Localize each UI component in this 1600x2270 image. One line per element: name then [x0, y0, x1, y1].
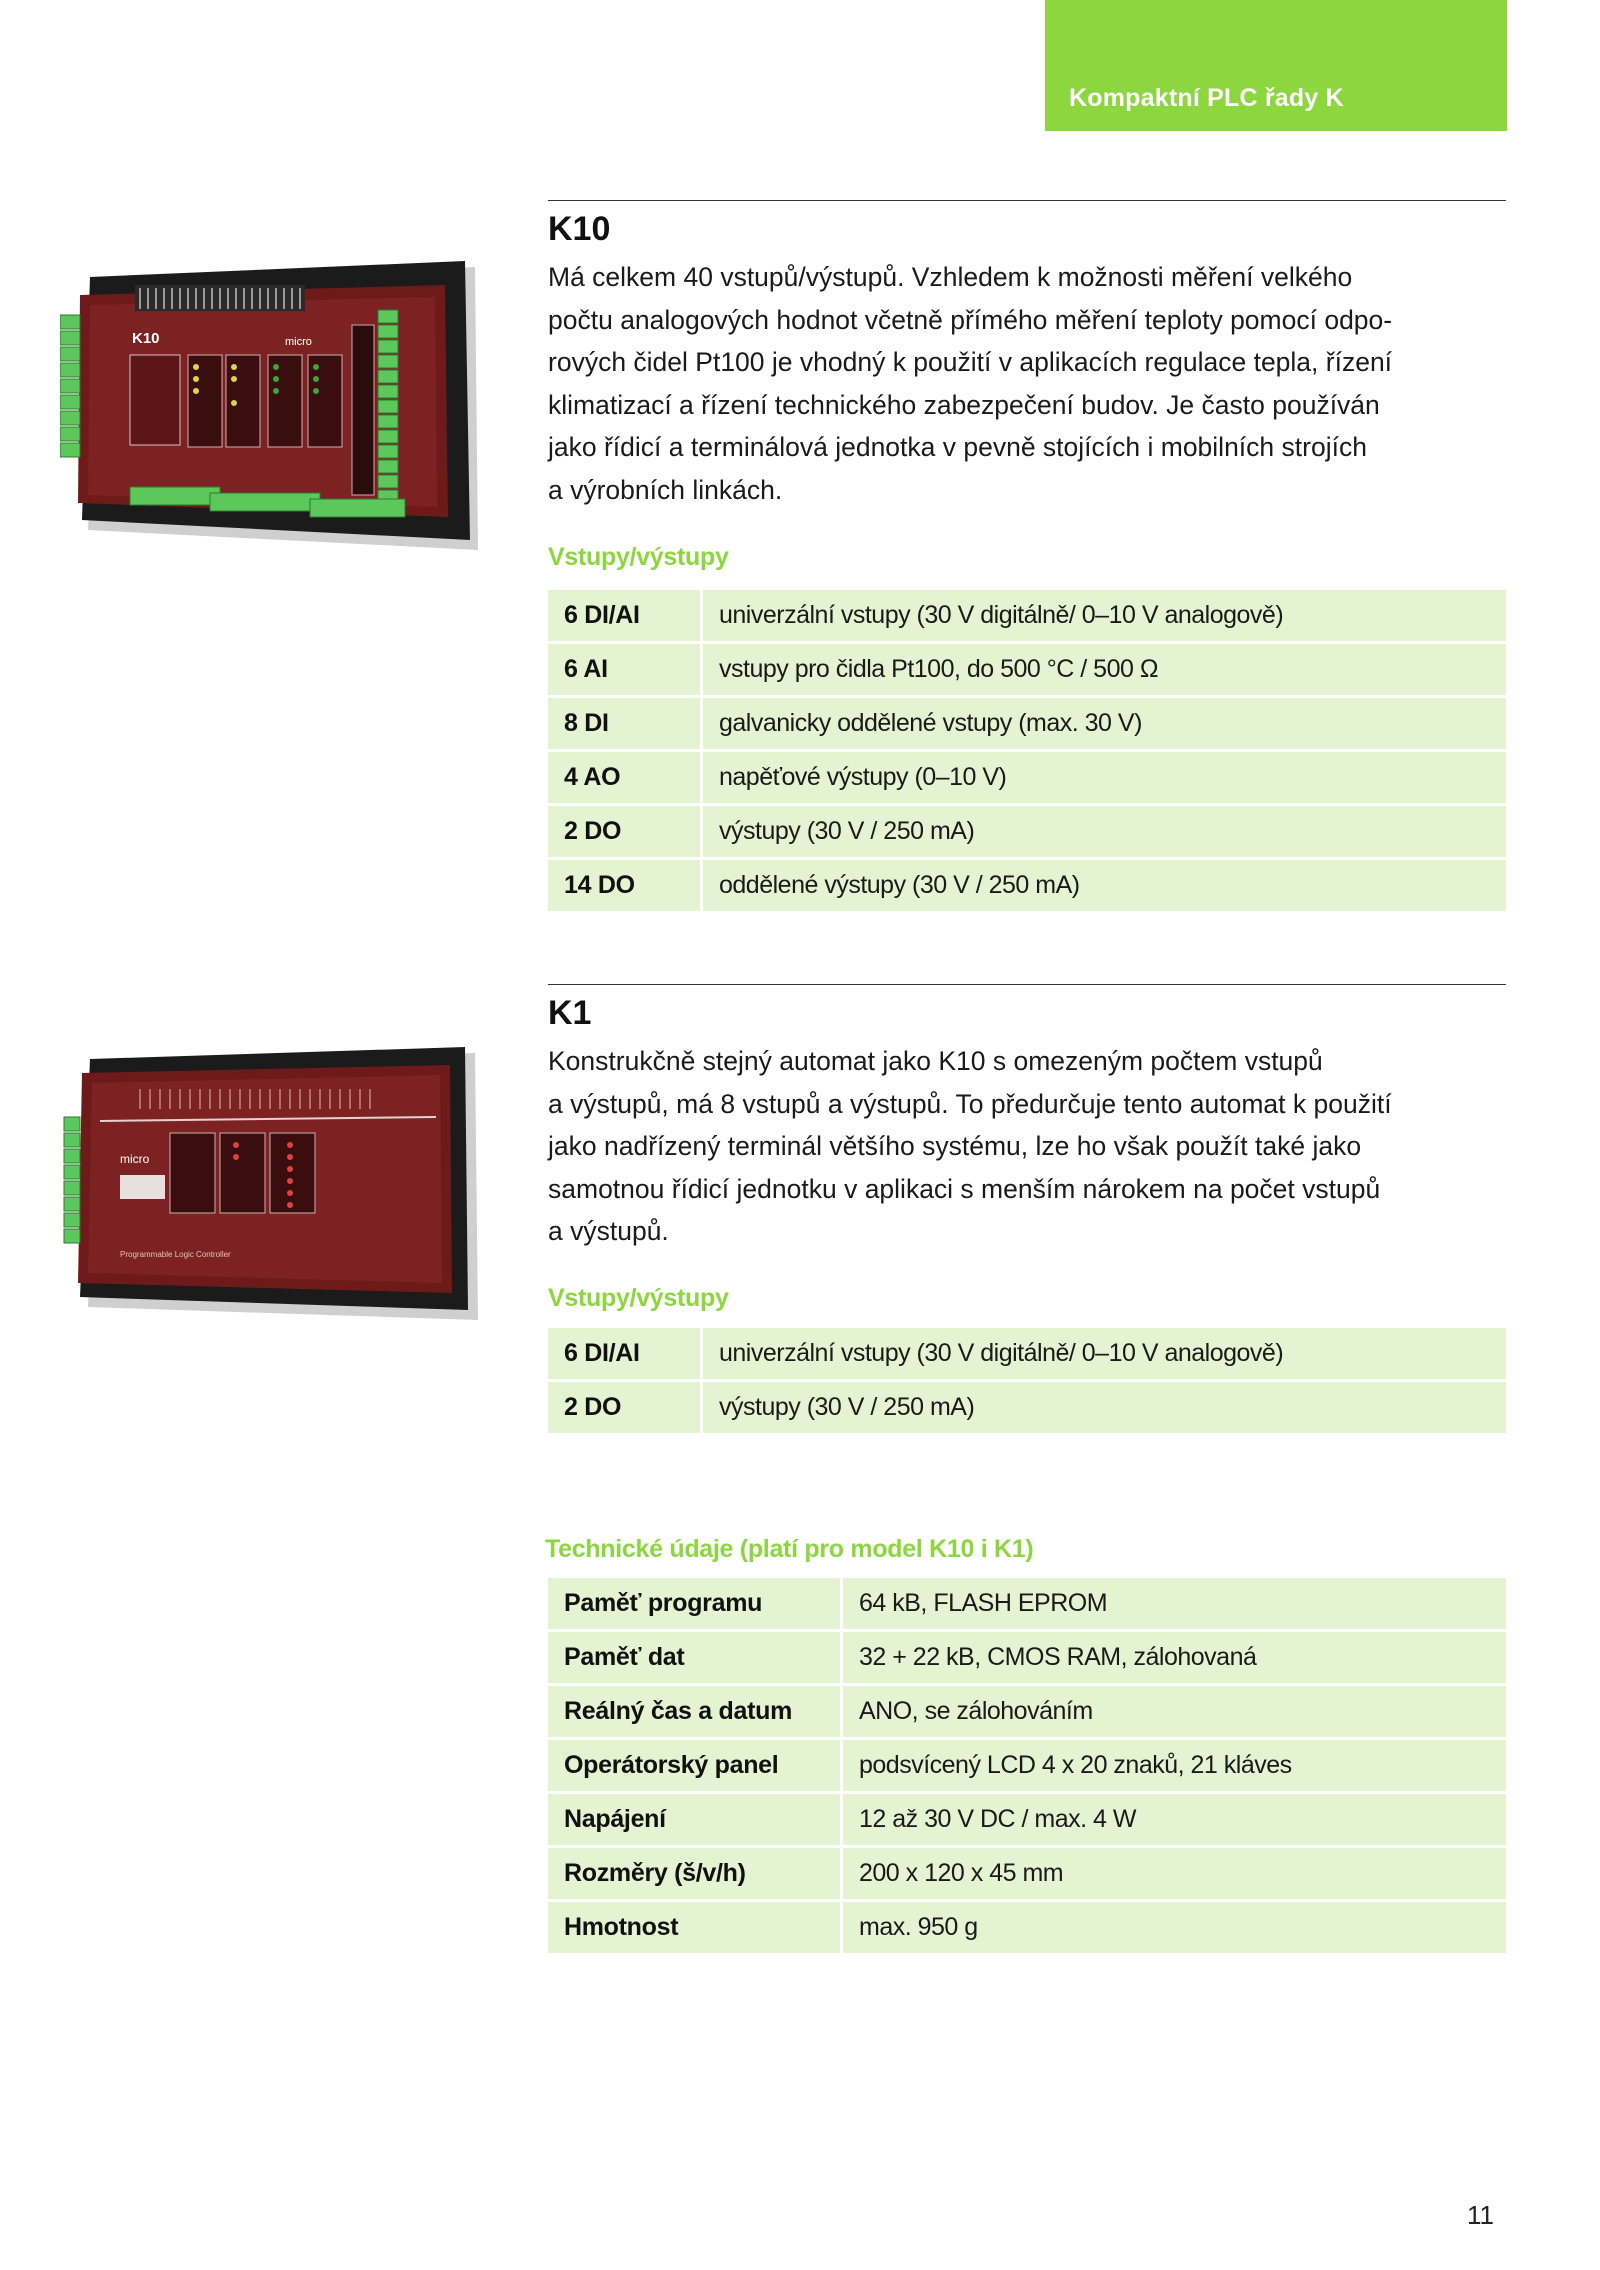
- tech-heading: Technické údaje (platí pro model K10 i K1): [545, 1535, 1034, 1563]
- tech-table: [548, 1578, 1506, 1956]
- k10-device-brand: micro: [285, 336, 312, 348]
- k1-device-image: [60, 1045, 490, 1335]
- k10-desc-line: a výrobních linkách.: [548, 474, 783, 505]
- table-row: [548, 1794, 1506, 1845]
- tech-key: Paměť dat: [548, 1632, 840, 1683]
- table-row: [548, 1578, 1506, 1629]
- io-key: 4 AO: [548, 752, 700, 803]
- k1-desc-line: jako nadřízený terminál většího systému, lze ho však použít také jako: [548, 1131, 1362, 1161]
- io-value: napěťové výstupy (0–10 V): [703, 752, 1506, 803]
- k10-device-image: [60, 255, 490, 570]
- tech-key: Hmotnost: [548, 1902, 840, 1953]
- tech-value: ANO, se zálohováním: [843, 1686, 1506, 1737]
- io-key: 6 AI: [548, 644, 700, 695]
- k1-desc-line: Konstrukčně stejný automat jako K10 s omezeným počtem vstupů: [548, 1046, 1323, 1076]
- section-header-label: Kompaktní PLC řady K: [1069, 84, 1344, 112]
- table-row: [548, 1632, 1506, 1683]
- io-value: vstupy pro čidla Pt100, do 500 °C / 500 Ω: [703, 644, 1506, 695]
- k10-divider: [548, 200, 1506, 201]
- k10-io-table: [548, 590, 1506, 914]
- k1-desc-line: a výstupů, má 8 vstupů a výstupů. To předurčuje tento automat k použití: [548, 1088, 1392, 1119]
- io-key: 6 DI/AI: [548, 590, 700, 641]
- k10-desc-line: počtu analogových hodnot včetně přímého měření teploty pomocí odpo-: [548, 304, 1393, 335]
- k10-device-label: K10: [132, 330, 160, 347]
- io-key: 14 DO: [548, 860, 700, 911]
- k1-divider: [548, 984, 1506, 985]
- tech-value: 200 x 120 x 45 mm: [843, 1848, 1506, 1899]
- k10-desc-line: rových čidel Pt100 je vhodný k použití v aplikacích regulace tepla, řízení: [548, 347, 1393, 377]
- table-row: [548, 860, 1506, 911]
- table-row: [548, 1740, 1506, 1791]
- table-row: [548, 644, 1506, 695]
- k10-title: K10: [548, 210, 611, 248]
- k10-desc-line: jako řídicí a terminálová jednotka v pevně stojících i mobilních strojích: [548, 432, 1367, 462]
- k1-io-heading: Vstupy/výstupy: [548, 1284, 729, 1312]
- io-value: univerzální vstupy (30 V digitálně/ 0–10 V analogově): [703, 1328, 1506, 1379]
- k1-desc-line: a výstupů.: [548, 1216, 669, 1246]
- k1-desc-line: samotnou řídicí jednotku v aplikaci s menším nárokem na počet vstupů: [548, 1173, 1381, 1204]
- k10-io-heading: Vstupy/výstupy: [548, 543, 729, 571]
- k1-device-brand: micro: [120, 1152, 150, 1166]
- table-row: [548, 1382, 1506, 1433]
- tech-value: podsvícený LCD 4 x 20 znaků, 21 kláves: [843, 1740, 1506, 1791]
- io-key: 2 DO: [548, 1382, 700, 1433]
- table-row: [548, 590, 1506, 641]
- tech-value: 64 kB, FLASH EPROM: [843, 1578, 1506, 1629]
- k1-title: K1: [548, 994, 592, 1032]
- section-header-tab: [1045, 0, 1507, 131]
- k10-description: [548, 256, 1508, 511]
- table-row: [548, 1686, 1506, 1737]
- tech-key: Paměť programu: [548, 1578, 840, 1629]
- table-row: [548, 752, 1506, 803]
- k1-io-table: [548, 1328, 1506, 1436]
- io-value: galvanicky oddělené vstupy (max. 30 V): [703, 698, 1506, 749]
- tech-key: Rozměry (š/v/h): [548, 1848, 840, 1899]
- k1-device-caption: Programmable Logic Controller: [120, 1250, 231, 1259]
- io-value: výstupy (30 V / 250 mA): [703, 806, 1506, 857]
- tech-key: Napájení: [548, 1794, 840, 1845]
- table-row: [548, 1328, 1506, 1379]
- table-row: [548, 806, 1506, 857]
- tech-value: 12 až 30 V DC / max. 4 W: [843, 1794, 1506, 1845]
- k1-description: [548, 1040, 1508, 1253]
- io-value: univerzální vstupy (30 V digitálně/ 0–10 V analogově): [703, 590, 1506, 641]
- k10-desc-line: klimatizací a řízení technického zabezpečení budov. Je často používán: [548, 389, 1380, 420]
- tech-key: Reálný čas a datum: [548, 1686, 840, 1737]
- io-key: 6 DI/AI: [548, 1328, 700, 1379]
- table-row: [548, 1848, 1506, 1899]
- table-row: [548, 698, 1506, 749]
- table-row: [548, 1902, 1506, 1953]
- page-number: 11: [1467, 2200, 1494, 2230]
- io-key: 8 DI: [548, 698, 700, 749]
- k10-desc-line: Má celkem 40 vstupů/výstupů. Vzhledem k možnosti měření velkého: [548, 262, 1353, 292]
- io-key: 2 DO: [548, 806, 700, 857]
- tech-value: 32 + 22 kB, CMOS RAM, zálohovaná: [843, 1632, 1506, 1683]
- io-value: oddělené výstupy (30 V / 250 mA): [703, 860, 1506, 911]
- tech-key: Operátorský panel: [548, 1740, 840, 1791]
- io-value: výstupy (30 V / 250 mA): [703, 1382, 1506, 1433]
- tech-value: max. 950 g: [843, 1902, 1506, 1953]
